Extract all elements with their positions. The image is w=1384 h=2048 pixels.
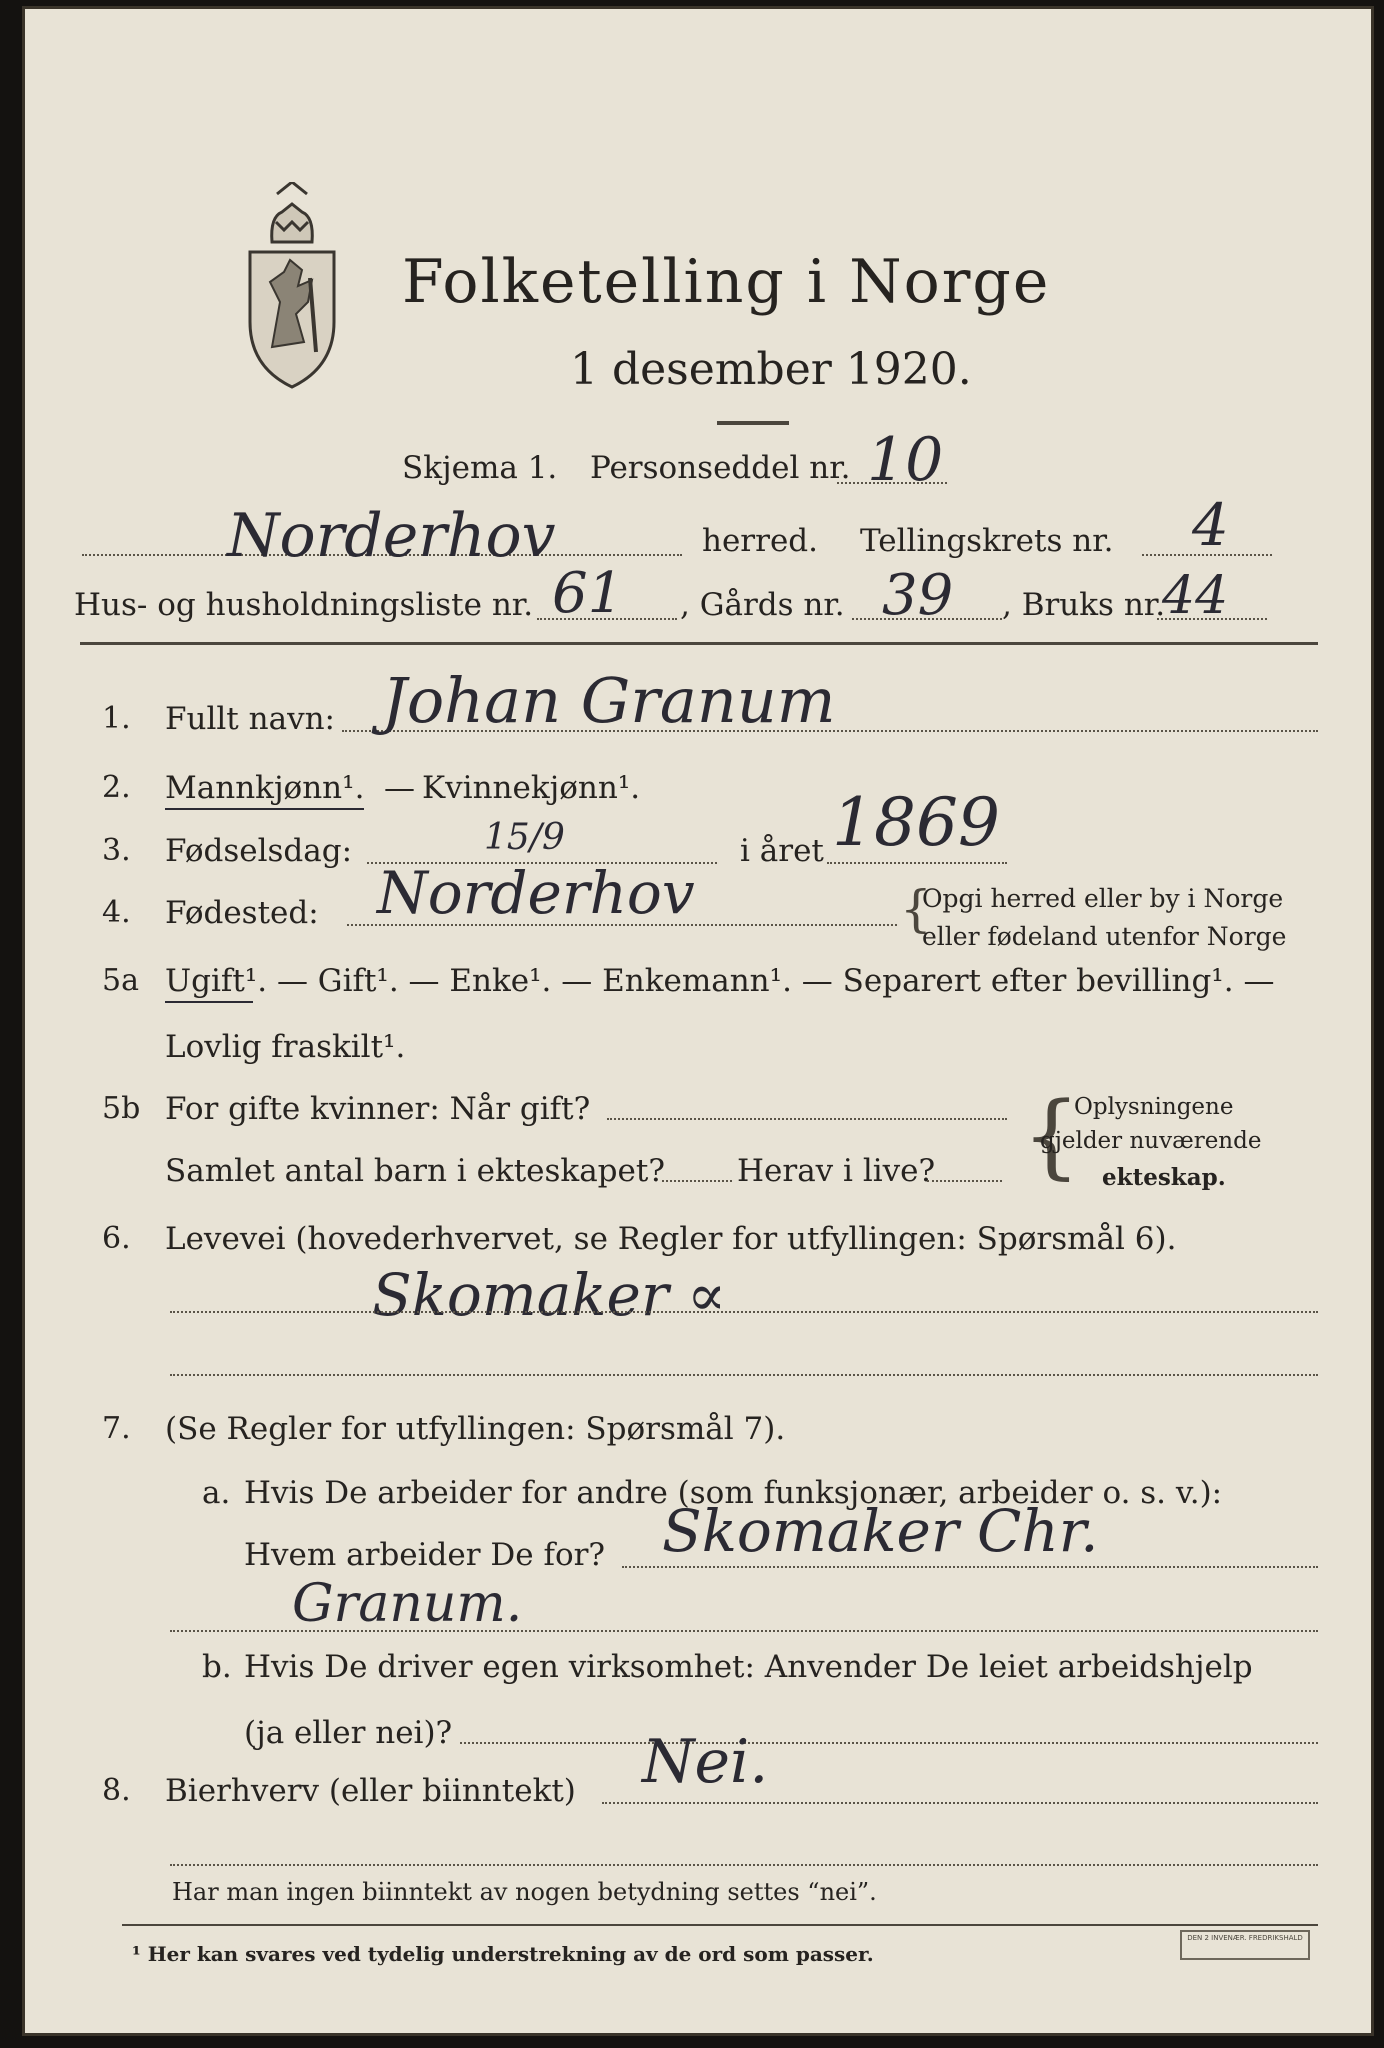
personseddel-value: 10 xyxy=(867,425,944,495)
q5b-number: 5b xyxy=(102,1091,141,1126)
q2-male: Mannkjønn¹. xyxy=(165,773,364,810)
form-date: 1 desember 1920. xyxy=(570,344,972,395)
q7-number: 7. xyxy=(102,1411,131,1446)
form-title: Folketelling i Norge xyxy=(402,247,1051,317)
q5b-line-2 xyxy=(662,1180,732,1182)
q2-dash: — xyxy=(384,770,415,806)
q8-label: Bierhverv (eller biinntekt) xyxy=(165,1773,576,1809)
coat-of-arms-icon xyxy=(232,182,352,392)
q5a-underline xyxy=(165,1001,253,1003)
bruks-value: 44 xyxy=(1162,566,1229,626)
q3-year-line xyxy=(827,862,1007,864)
q6-value: Skomaker ∝ xyxy=(372,1261,727,1329)
title-divider xyxy=(717,421,789,425)
q2-number: 2. xyxy=(102,770,131,805)
q7a-line-2: Hvem arbeider De for? xyxy=(244,1537,606,1573)
bruks-label: , Bruks nr. xyxy=(1002,587,1166,623)
q7a-value-1: Skomaker Chr. xyxy=(662,1497,1099,1565)
q2-female: Kvinnekjønn¹. xyxy=(422,770,641,806)
q5a-number: 5a xyxy=(102,963,139,998)
q7b-letter: b. xyxy=(202,1649,232,1685)
q5b-line-1 xyxy=(607,1118,1007,1120)
q5b-brace: { xyxy=(1022,1082,1081,1189)
q7a-answer-line-1 xyxy=(622,1566,1318,1568)
q4-note-2: eller fødeland utenfor Norge xyxy=(922,922,1287,951)
liste-label: Hus- og husholdningsliste nr. xyxy=(74,587,534,623)
q7a-value-2: Granum. xyxy=(292,1574,523,1634)
liste-value: 61 xyxy=(552,561,624,626)
q5b-note-2: gjelder nuværende xyxy=(1040,1128,1262,1154)
q4-value: Norderhov xyxy=(377,859,695,927)
q7b-line-1: Hvis De driver egen virksomhet: Anvender De leiet arbeidshjelp xyxy=(244,1649,1253,1685)
tellingskrets-label: Tellingskrets nr. xyxy=(860,523,1114,559)
footnote: ¹ Her kan svares ved tydelig understrekning av de ord som passer. xyxy=(132,1942,874,1966)
q5b-label-3: Herav i live? xyxy=(737,1153,936,1189)
q3-value: 15/9 xyxy=(484,817,565,858)
q3-number: 3. xyxy=(102,833,131,868)
census-form xyxy=(22,6,1374,2036)
footer-note: Har man ingen biinntekt av nogen betydning settes “nei”. xyxy=(172,1878,877,1906)
q3-year-label: i året xyxy=(740,833,824,869)
herred-value: Norderhov xyxy=(227,501,556,571)
gards-value: 39 xyxy=(882,563,954,628)
q3-year-value: 1869 xyxy=(832,784,1000,861)
footer-rule xyxy=(122,1924,1318,1926)
q6-number: 6. xyxy=(102,1221,131,1256)
personseddel-label: Personseddel nr. xyxy=(590,450,851,486)
q1-value: Johan Granum xyxy=(382,664,836,737)
q4-brace: { xyxy=(900,880,932,938)
q1-number: 1. xyxy=(102,701,131,736)
q8-number: 8. xyxy=(102,1773,131,1808)
q7-label: (Se Regler for utfyllingen: Spørsmål 7). xyxy=(165,1411,786,1447)
q8-line-1 xyxy=(602,1802,1318,1804)
printer-stamp: DEN 2 INVENÆR. FREDRIKSHALD xyxy=(1180,1930,1310,1960)
q5a-line2: Lovlig fraskilt¹. xyxy=(165,1029,406,1065)
q5b-line-3 xyxy=(927,1180,1002,1182)
herred-label: herred. xyxy=(702,523,818,559)
q4-number: 4. xyxy=(102,895,131,930)
q8-line-2 xyxy=(170,1864,1318,1866)
q5b-label: For gifte kvinner: Når gift? xyxy=(165,1091,591,1127)
q3-label: Fødselsdag: xyxy=(165,833,353,869)
q5b-label-2: Samlet antal barn i ekteskapet? xyxy=(165,1153,665,1189)
q7a-line-1: Hvis De arbeider for andre (som funksjonær, arbeider o. s. v.): xyxy=(244,1475,1223,1511)
q6-line-2 xyxy=(170,1374,1318,1376)
q7b-answer-line xyxy=(460,1742,1318,1744)
header-rule xyxy=(80,642,1318,645)
gards-label: , Gårds nr. xyxy=(680,587,845,623)
q7b-line-2: (ja eller nei)? xyxy=(244,1715,453,1751)
q5a-options: Ugift¹. — Gift¹. — Enke¹. — Enkemann¹. — Separert efter bevilling¹. — xyxy=(165,963,1275,999)
schema-label: Skjema 1. xyxy=(402,450,558,486)
q4-note-1: Opgi herred eller by i Norge xyxy=(922,884,1284,913)
q6-label: Levevei (hovederhvervet, se Regler for utfyllingen: Spørsmål 6). xyxy=(165,1221,1177,1257)
q6-line-1 xyxy=(170,1311,1318,1313)
q1-label: Fullt navn: xyxy=(165,701,335,737)
tellingskrets-value: 4 xyxy=(1192,491,1229,559)
q7a-letter: a. xyxy=(202,1475,231,1511)
q5b-note-3: ekteskap. xyxy=(1102,1164,1226,1191)
q8-value: Nei. xyxy=(642,1727,769,1797)
q5b-note-1: Oplysningene xyxy=(1074,1094,1234,1120)
q4-label: Fødested: xyxy=(165,895,319,931)
